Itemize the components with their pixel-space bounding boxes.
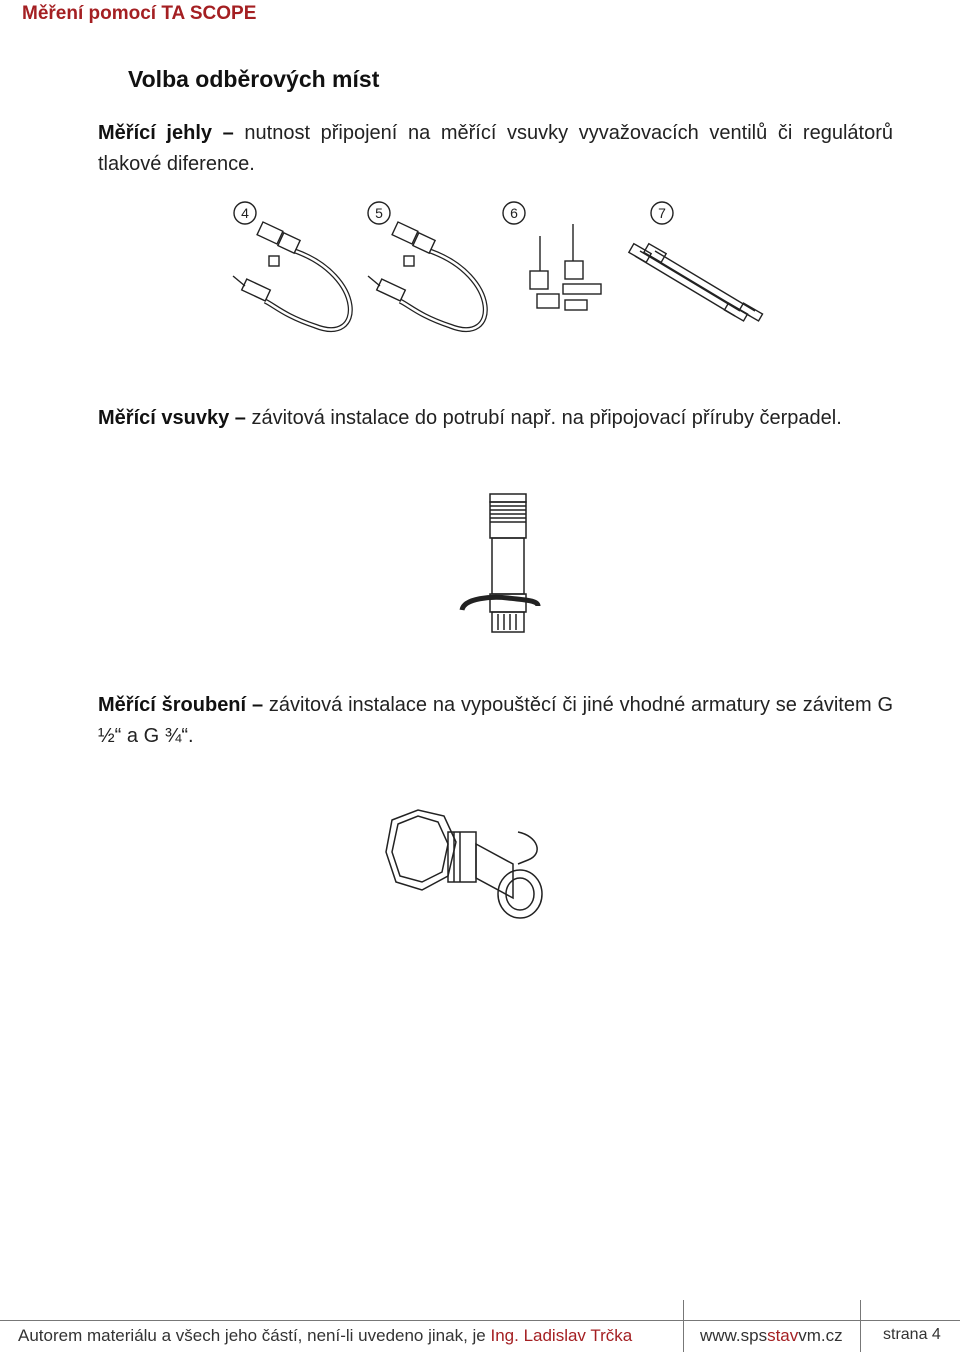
- page-number-value: 4: [931, 1326, 941, 1343]
- figure-label-5: [368, 202, 390, 224]
- paragraph-text: nutnost připojení na měřící vsuvky vyvažovacích ventilů či regulátorů tlakové diference.: [98, 122, 893, 175]
- figure-label-4: [234, 202, 256, 224]
- dash: –: [234, 407, 246, 429]
- needles-7: [629, 244, 763, 321]
- hose-needle-5: [368, 222, 485, 330]
- footer-author-name: Ing. Ladislav Trčka: [490, 1326, 633, 1345]
- term-nipples: Měřící vsuvky: [98, 407, 230, 429]
- hose-needle-4: [233, 222, 350, 330]
- figure-label-6: [503, 202, 525, 224]
- paragraph-text: závitová instalace na vypouštěcí či jiné vhodné armatury se závitem G ½“ a G ¾“.: [98, 694, 894, 747]
- footer-separator: [860, 1300, 861, 1352]
- needles-6: [530, 224, 601, 310]
- footer-separator: [683, 1300, 684, 1352]
- svg-text:6: 6: [510, 205, 518, 221]
- term-needles: Měřící jehly: [98, 122, 213, 144]
- section-title: Volba odběrových míst: [128, 66, 380, 92]
- footer-website-part: www.sps: [700, 1326, 768, 1345]
- svg-text:5: 5: [375, 205, 383, 221]
- footer-author: [18, 1326, 632, 1346]
- dash: –: [222, 122, 234, 144]
- svg-text:7: 7: [658, 205, 666, 221]
- figure-label-7: [651, 202, 673, 224]
- paragraph-fittings: [98, 690, 893, 752]
- paragraph-text: závitová instalace do potrubí např. na připojovací příruby čerpadel.: [251, 407, 842, 429]
- needles-figure: [225, 196, 765, 346]
- header-title: Měření pomocí TA SCOPE: [22, 3, 257, 24]
- paragraph-nipples: [98, 403, 893, 434]
- footer-website-link[interactable]: [700, 1326, 843, 1346]
- footer-website-part: vm.cz: [798, 1326, 843, 1345]
- footer-author-prefix: Autorem materiálu a všech jeho částí, není-li uvedeno jinak, je: [18, 1326, 491, 1345]
- page-label: strana: [883, 1326, 928, 1343]
- footer-divider: [0, 1320, 960, 1321]
- page-number: [883, 1326, 941, 1344]
- term-fittings: Měřící šroubení: [98, 694, 247, 716]
- fitting-figure: [378, 802, 563, 927]
- nipple-figure: [452, 490, 552, 642]
- svg-text:4: 4: [241, 205, 249, 221]
- footer-website-part: stav: [767, 1326, 799, 1345]
- dash: –: [251, 694, 264, 716]
- paragraph-needles: [98, 118, 893, 180]
